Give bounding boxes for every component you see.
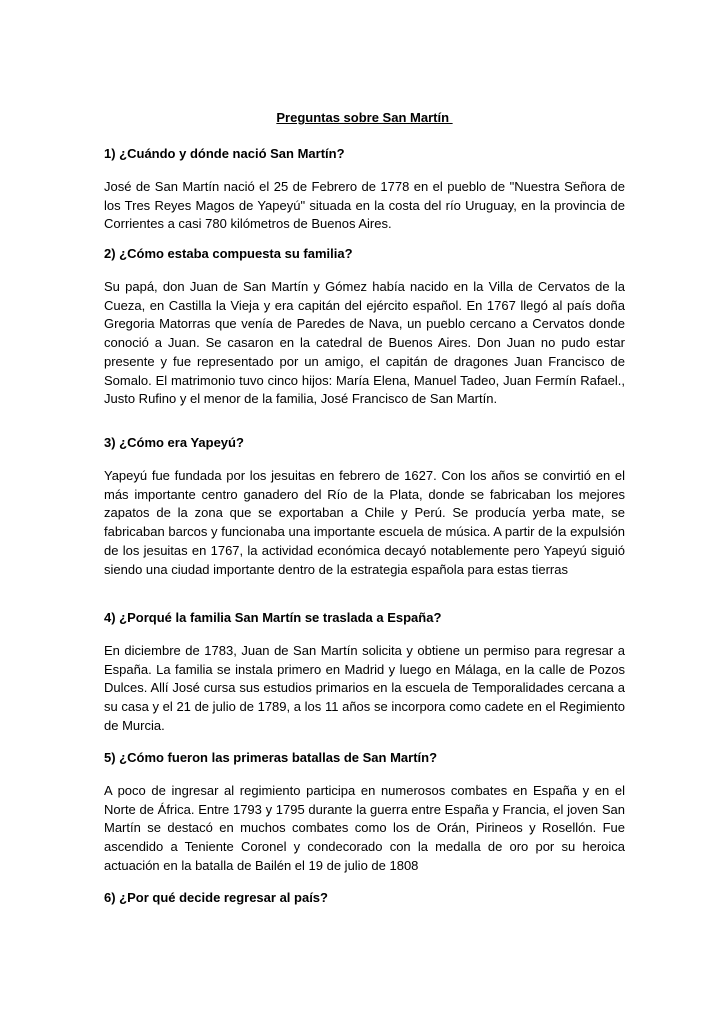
question-4: 4) ¿Porqué la familia San Martín se traslada a España? <box>104 610 442 625</box>
question-1: 1) ¿Cuándo y dónde nació San Martín? <box>104 146 345 161</box>
section-6 <box>104 890 625 906</box>
section-5 <box>104 750 625 876</box>
section-3 <box>104 435 625 579</box>
document-title <box>104 110 625 126</box>
question-3: 3) ¿Cómo era Yapeyú? <box>104 435 244 450</box>
answer-2: Su papá, don Juan de San Martín y Gómez había nacido en la Villa de Cervatos de la Cueza, en Castilla la Vieja y era capitán del ejército español. En 1767 llegó al país doña Gregoria Matorras que venía de Paredes de Nava, un pueblo cercano a Cervatos donde conoció a Juan. Se casaron en la catedral de Buenos Aires. Don Juan no pudo estar presente y fue representado por un amigo, el capitán de dragones Juan Francisco de Somalo. El matrimonio tuvo cinco hijos: María Elena, Manuel Tadeo, Juan Fermín Rafael., Justo Rufino y el menor de la familia, José Francisco de San Martín. <box>104 279 625 407</box>
answer-3: Yapeyú fue fundada por los jesuitas en febrero de 1627. Con los años se convirtió en el más importante centro ganadero del Río de la Plata, donde se fabricaban los mejores zapatos de la zona que se exportaban a Chile y Perú. Se producía yerba mate, se fabricaban barcos y funcionaba una importante escuela de música. A partir de la expulsión de los jesuitas en 1767, la actividad económica decayó notablemente pero Yapeyú siguió siendo una ciudad importante dentro de la estrategia española para estas tierras <box>104 468 625 577</box>
answer-1: José de San Martín nació el 25 de Febrero de 1778 en el pueblo de "Nuestra Señora de los Tres Reyes Magos de Yapeyú" situada en la costa del río Uruguay, en la provincia de Corrientes a casi 780 kilómetros de Buenos Aires. <box>104 179 625 232</box>
section-2 <box>104 246 625 409</box>
question-2: 2) ¿Cómo estaba compuesta su familia? <box>104 246 353 261</box>
document-title-text: Preguntas sobre San Martín <box>276 110 453 125</box>
question-5: 5) ¿Cómo fueron las primeras batallas de San Martín? <box>104 750 438 765</box>
question-6: 6) ¿Por qué decide regresar al país? <box>104 890 328 905</box>
answer-4: En diciembre de 1783, Juan de San Martín solicita y obtiene un permiso para regresar a España. La familia se instala primero en Madrid y luego en Málaga, en la calle de Pozos Dulces. Allí José cursa sus estudios primarios en la escuela de Temporalidades cercana a su casa y el 21 de julio de 1789, a los 11 años se incorpora como cadete en el Regimiento de Murcia. <box>104 643 625 733</box>
section-1 <box>104 146 625 234</box>
answer-5: A poco de ingresar al regimiento participa en numerosos combates en España y en el Norte de África. Entre 1793 y 1795 durante la guerra entre España y Francia, el joven San Martín se destacó en muchos combates como los de Orán, Pirineos y Rosellón. Fue ascendido a Teniente Coronel y condecorado con la medalla de oro por su heroica actuación en la batalla de Bailén el 19 de julio de 1808 <box>104 783 625 873</box>
section-4 <box>104 610 625 736</box>
